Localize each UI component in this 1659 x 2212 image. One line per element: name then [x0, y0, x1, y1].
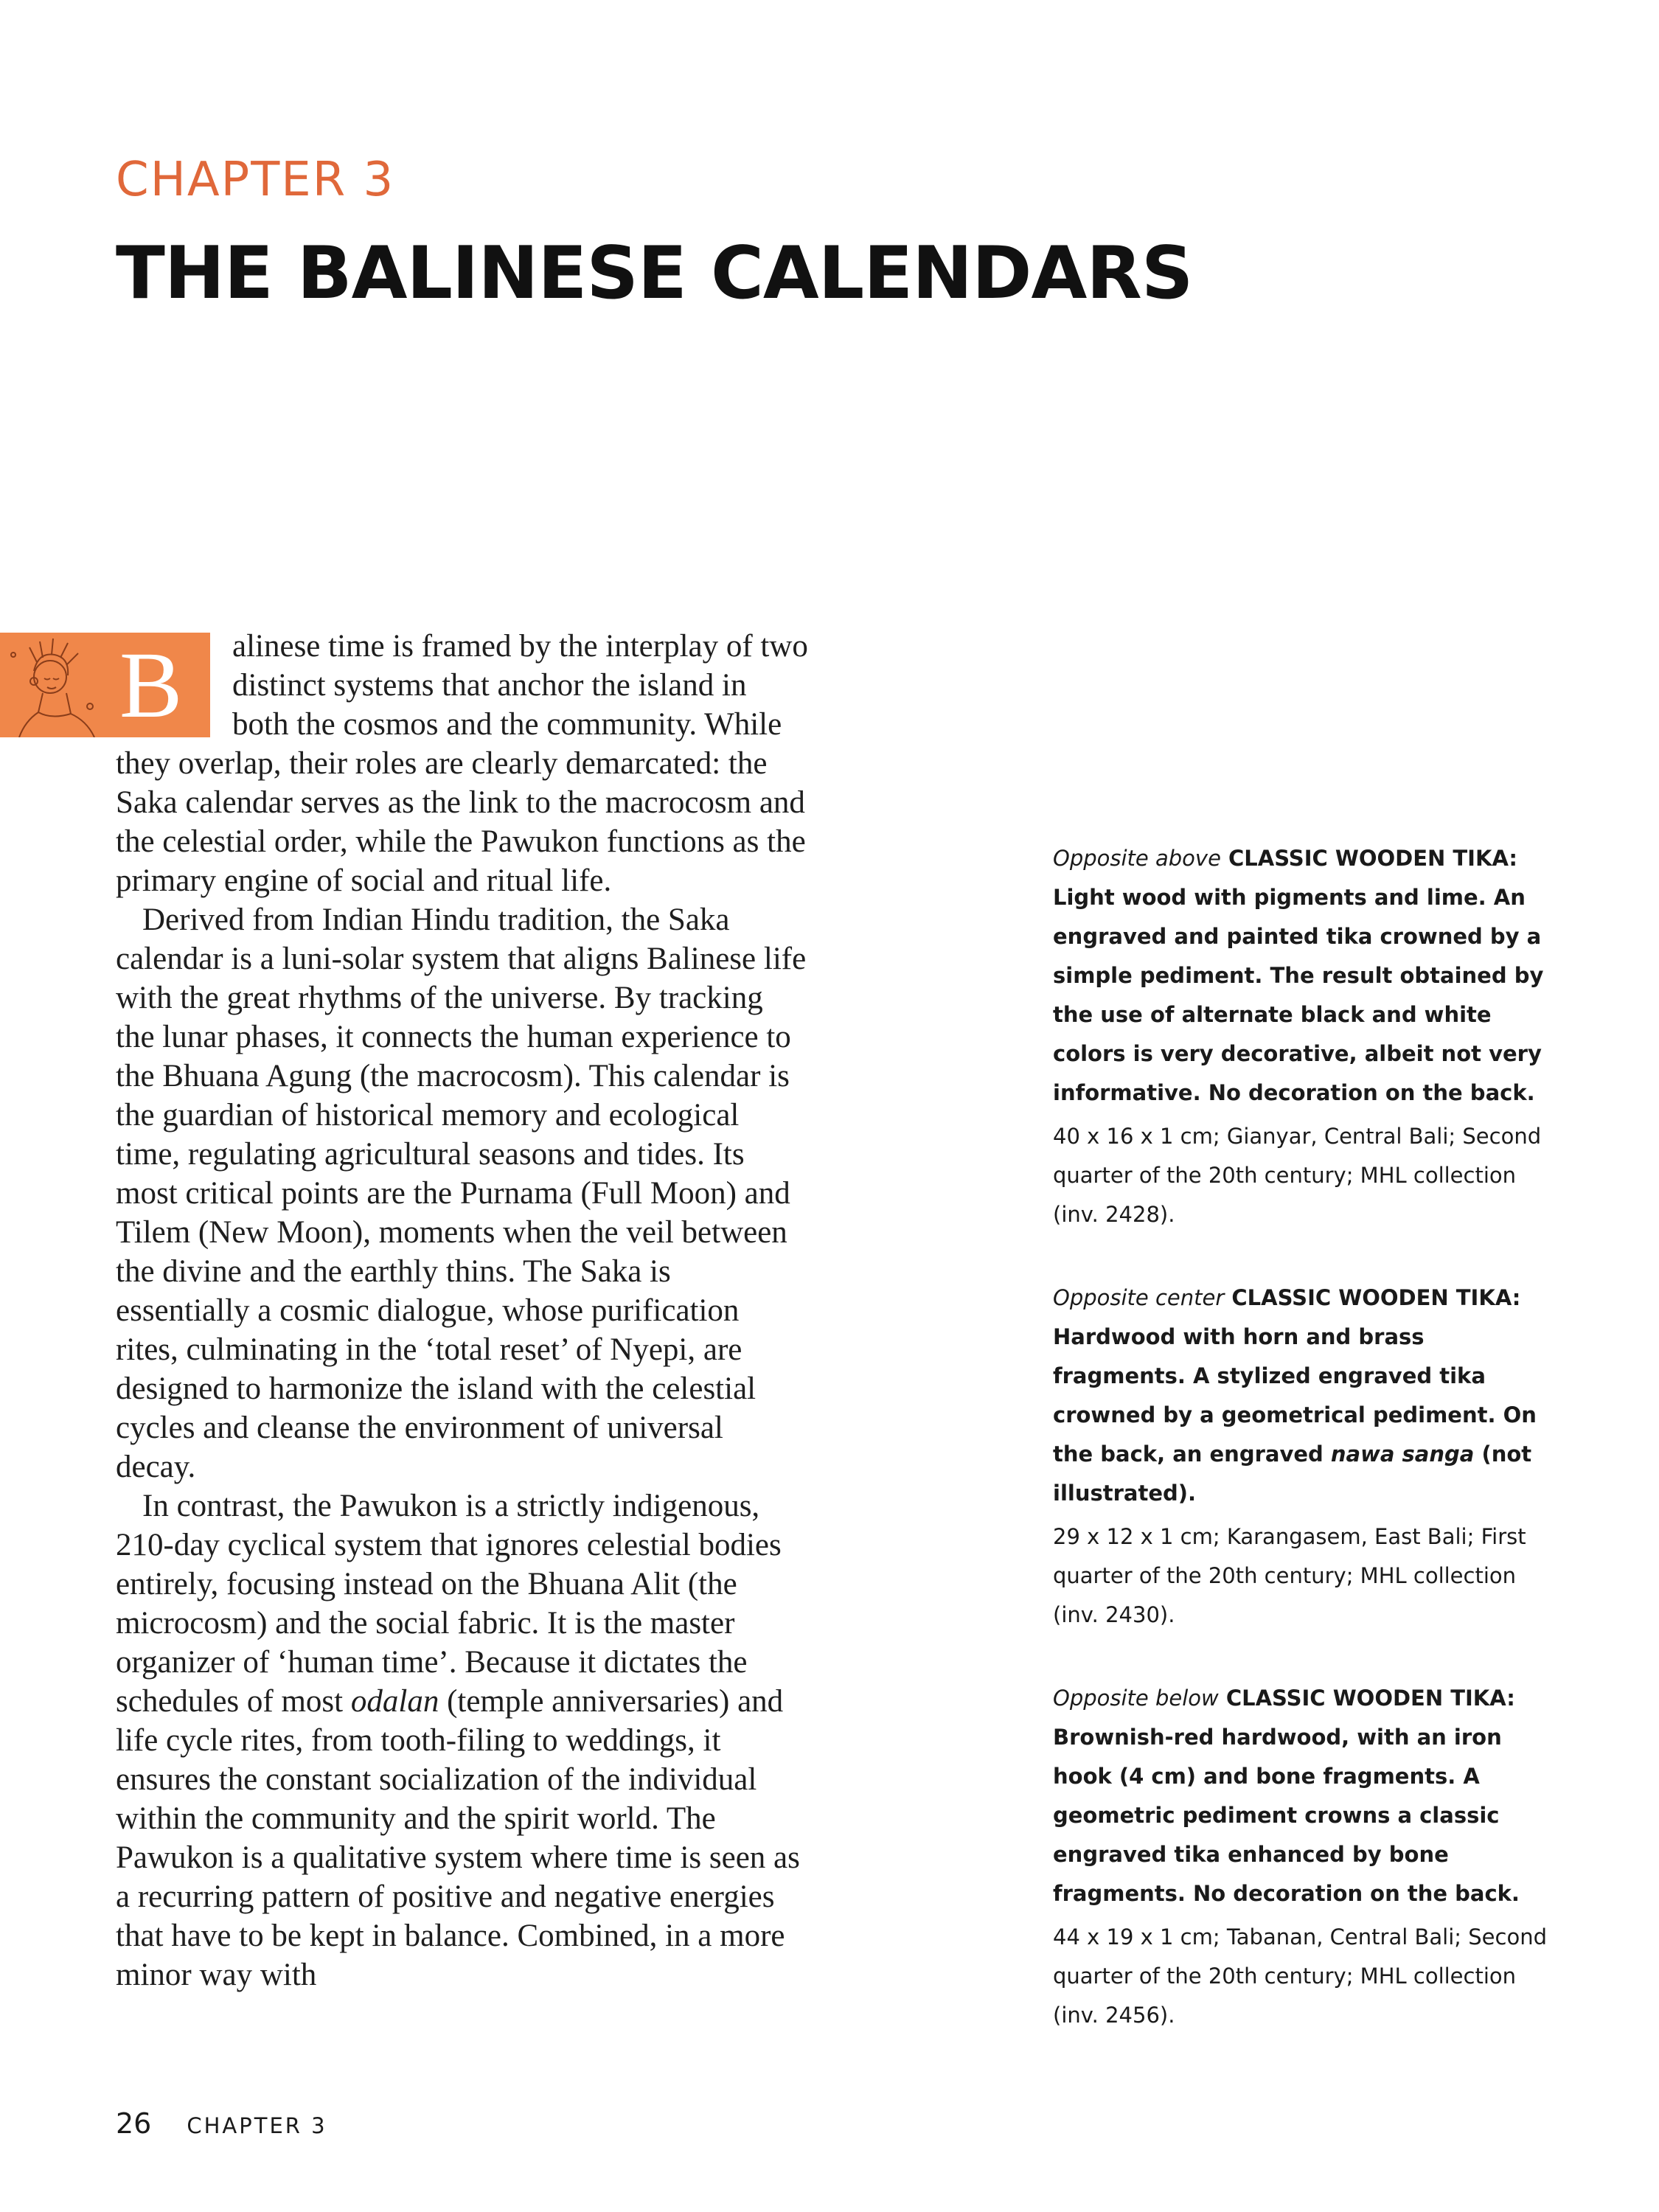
page-title: THE BALINESE CALENDARS — [116, 232, 1193, 316]
caption-heading-emphasis: nawa sanga — [1330, 1441, 1475, 1467]
page-number: 26 — [116, 2107, 152, 2140]
dancer-portrait-icon — [0, 633, 111, 737]
caption-below — [1053, 1679, 1554, 2035]
paragraph-2: Derived from Indian Hindu tradition, the Saka calendar is a luni-solar system that aligns Balinese life with the great rhythms of the universe. By tracking the lunar phases, it connects the human experience to the Bhuana Agung (the macrocosm). This calendar is the guardian of historical memory and ecological time, regulating agricultural seasons and tides. Its most critical points are the Purnama (Full Moon) and Tilem (New Moon), moments when the veil between the divine and the earthly thins. The Saka is essentially a cosmic dialogue, whose purification rites, culminating in the ‘total reset’ of Nyepi, are designed to harmonize the island with the celestial cycles and cleanse the environment of universal decay. — [116, 902, 807, 1484]
caption-heading-text: CLASSIC WOODEN TIKA: Light wood with pigments and lime. An engraved and painted tika crowned by a simple pediment. The result obtained by the use of alternate black and white colors is very decorative, albeit not very informative. No decoration on the back. — [1053, 846, 1544, 1105]
dropcap — [0, 633, 210, 737]
paragraph-1: alinese time is framed by the interplay of two distinct systems that anchor the island in both the cosmos and the community. While they overlap, their roles are clearly demarcated: the Saka calendar serves as the link to the macrocosm and the celestial order, while the Pawukon functions as the primary engine of social and ritual life. — [116, 629, 808, 898]
caption-heading-text-b: (not illustrated). — [1053, 1441, 1532, 1506]
caption-above — [1053, 839, 1554, 1234]
paragraph-3 — [116, 1486, 809, 1994]
caption-heading — [1053, 839, 1554, 1113]
caption-position: Opposite below — [1053, 1686, 1219, 1711]
caption-center — [1053, 1279, 1554, 1635]
paragraph-3-text-b: (temple anniversaries) and life cycle rites, from tooth-filing to weddings, it ensures the constant socialization of the individual within the community and the spirit world. The Pawukon is a qualitative system where time is seen as a recurring pattern of positive and negative energies that have to be kept in balance. Combined, in a more minor way with — [116, 1684, 800, 1992]
caption-column — [1053, 839, 1554, 2079]
caption-meta: 29 x 12 x 1 cm; Karangasem, East Bali; First quarter of the 20th century; MHL collection (inv. 2430). — [1053, 1524, 1526, 1627]
paragraph-3-text-a: In contrast, the Pawukon is a strictly indigenous, 210-day cyclical system that ignores celestial bodies entirely, focusing instead on the Bhuana Alit (the microcosm) and the social fabric. It is the master organizer of ‘human time’. Because it dictates the schedules of most — [116, 1489, 782, 1719]
caption-meta: 40 x 16 x 1 cm; Gianyar, Central Bali; Second quarter of the 20th century; MHL collection (inv. 2428). — [1053, 1124, 1542, 1227]
caption-heading — [1053, 1279, 1554, 1513]
caption-position: Opposite above — [1053, 846, 1221, 871]
caption-meta: 44 x 19 x 1 cm; Tabanan, Central Bali; Second quarter of the 20th century; MHL collection (inv. 2456). — [1053, 1924, 1547, 2028]
caption-heading-text: CLASSIC WOODEN TIKA: Brownish-red hardwood, with an iron hook (4 cm) and bone fragments. A geometric pediment crowns a classic engraved tika enhanced by bone fragments. No decoration on the back. — [1053, 1686, 1520, 1906]
body-text — [116, 627, 809, 1994]
caption-heading — [1053, 1679, 1554, 1913]
paragraph-3-emphasis: odalan — [350, 1684, 439, 1719]
caption-heading-text-a: CLASSIC WOODEN TIKA: Hardwood with horn and brass fragments. A stylized engraved tika crowned by a geometrical pediment. On the back, an engraved — [1053, 1285, 1537, 1467]
page-footer — [116, 2107, 327, 2140]
caption-position: Opposite center — [1053, 1285, 1225, 1310]
dropcap-letter: B — [119, 633, 183, 737]
chapter-kicker: CHAPTER 3 — [116, 153, 395, 207]
footer-chapter-label: CHAPTER 3 — [187, 2113, 327, 2138]
